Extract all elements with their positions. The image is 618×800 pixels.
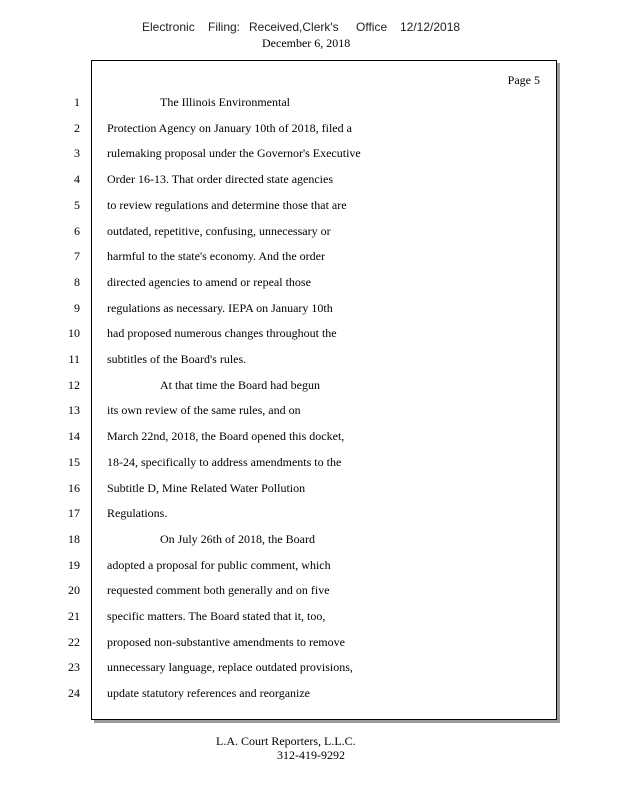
line-number: 24 xyxy=(68,686,80,700)
line-text: March 22nd, 2018, the Board opened this docket, xyxy=(107,429,345,443)
line-number: 16 xyxy=(68,481,80,495)
line-number: 20 xyxy=(68,583,80,597)
line-text: proposed non-substantive amendments to remove xyxy=(107,635,345,649)
line-number: 8 xyxy=(74,275,80,289)
line-number: 7 xyxy=(74,249,80,263)
filing-stamp-electronic: Electronic xyxy=(142,20,195,34)
line-text: regulations as necessary. IEPA on January 10th xyxy=(107,301,333,315)
line-text: harmful to the state's economy. And the order xyxy=(107,249,325,263)
filing-stamp xyxy=(0,20,618,36)
line-number: 23 xyxy=(68,660,80,674)
filing-stamp-date: 12/12/2018 xyxy=(400,20,461,34)
line-text: requested comment both generally and on five xyxy=(107,583,330,597)
line-number: 15 xyxy=(68,455,80,469)
line-text: Protection Agency on January 10th of 2018, filed a xyxy=(107,121,352,135)
court-reporter-phone: 312-419-9292 xyxy=(277,748,345,762)
line-number: 1 xyxy=(74,95,80,109)
line-number: 22 xyxy=(68,635,80,649)
line-text: outdated, repetitive, confusing, unnecessary or xyxy=(107,224,331,238)
court-reporter-name: L.A. Court Reporters, L.L.C. xyxy=(216,734,356,748)
line-text: The Illinois Environmental xyxy=(160,95,290,109)
line-text: Regulations. xyxy=(107,506,168,520)
line-text: to review regulations and determine those that are xyxy=(107,198,347,212)
filing-stamp-office: Office xyxy=(356,20,388,34)
page-number: Page 5 xyxy=(507,73,540,87)
line-number: 6 xyxy=(74,224,80,238)
line-text: its own review of the same rules, and on xyxy=(107,403,301,417)
line-text: On July 26th of 2018, the Board xyxy=(160,532,315,546)
hearing-date: December 6, 2018 xyxy=(262,36,351,50)
line-number: 17 xyxy=(68,506,80,520)
line-number: 4 xyxy=(74,172,80,186)
filing-stamp-received: Received,Clerk's xyxy=(249,20,339,34)
line-text: subtitles of the Board's rules. xyxy=(107,352,247,366)
line-number: 13 xyxy=(68,403,80,417)
line-text: directed agencies to amend or repeal those xyxy=(107,275,311,289)
line-number: 19 xyxy=(68,558,80,572)
filing-stamp-filing: Filing: xyxy=(208,20,241,34)
line-number: 5 xyxy=(74,198,80,212)
line-text: adopted a proposal for public comment, which xyxy=(107,558,331,572)
line-number: 10 xyxy=(68,326,80,340)
line-text: update statutory references and reorganize xyxy=(107,686,311,700)
line-text: Order 16-13. That order directed state agencies xyxy=(107,172,334,186)
line-text: specific matters. The Board stated that it, too, xyxy=(107,609,326,623)
line-number: 3 xyxy=(74,146,80,160)
line-number: 18 xyxy=(68,532,80,546)
line-text: had proposed numerous changes throughout the xyxy=(107,326,337,340)
line-number: 2 xyxy=(74,121,80,135)
line-text: rulemaking proposal under the Governor's Executive xyxy=(107,146,361,160)
line-number: 12 xyxy=(68,378,80,392)
line-text: 18-24, specifically to address amendments to the xyxy=(107,455,342,469)
line-number: 14 xyxy=(68,429,80,443)
line-number: 11 xyxy=(68,352,80,366)
line-number: 9 xyxy=(74,301,80,315)
line-text: unnecessary language, replace outdated provisions, xyxy=(107,660,353,674)
line-text: Subtitle D, Mine Related Water Pollution xyxy=(107,481,306,495)
line-number: 21 xyxy=(68,609,80,623)
line-text: At that time the Board had begun xyxy=(160,378,320,392)
